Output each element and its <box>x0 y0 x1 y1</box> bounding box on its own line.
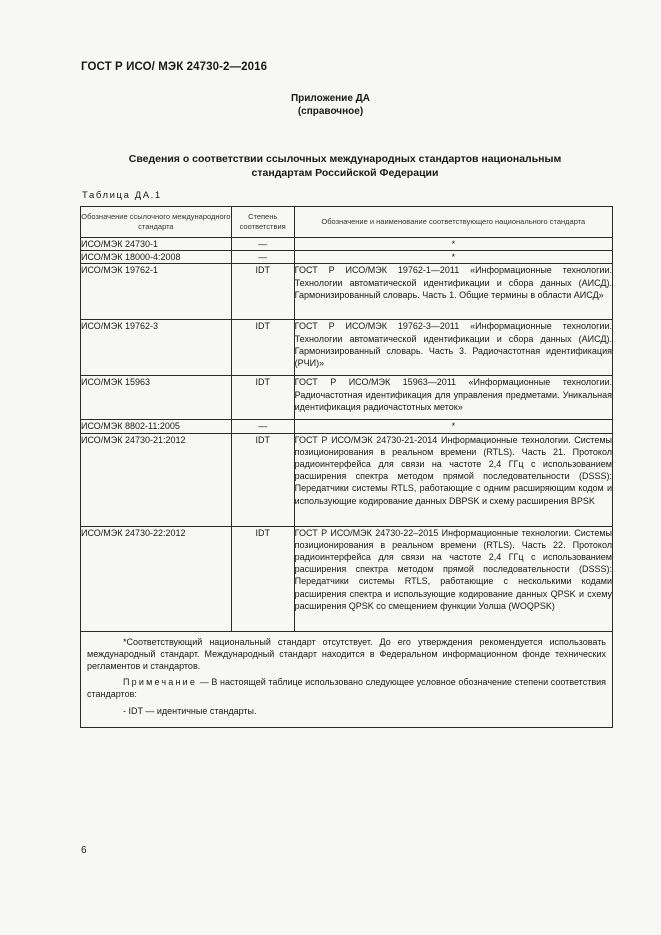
degree-cell: — <box>231 238 294 251</box>
table-caption: Таблица ДА.1 <box>82 190 162 201</box>
national-standard-cell: ГОСТ Р ИСО/МЭК 19762-1—2011 «Информационные технологии. Технологии автоматической идентификации и сбора данных (АИСД). Гармонизированный словарь. Часть 1. Общие термины в области АИСД» <box>294 264 612 320</box>
table-row <box>81 238 613 251</box>
reference-standard-cell: ИСО/МЭК 24730-1 <box>81 238 232 251</box>
degree-cell: IDT <box>231 376 294 420</box>
section-title <box>90 153 600 180</box>
annex-subtitle: (справочное) <box>297 106 364 117</box>
national-standard-cell: ГОСТ Р ИСО/МЭК 19762-3—2011 «Информационные технологии. Технологии автоматической идентификации и сбора данных (АИСД). Гармонизированный словарь. Часть 3. Радиочастотная идентификация (РЧИ)» <box>294 320 612 376</box>
section-title-line2: стандартам Российской Федерации <box>251 166 439 179</box>
national-standard-cell: ГОСТ Р ИСО/МЭК 24730-22–2015 Информационные технологии. Системы позиционирования в реальном времени (RTLS). Часть 22. Протокол радиоинтерфейса для связи на частоте 2,4 ГГц с использованием расширения спектра методом прямой последовательности (DSSS): Передатчики системы RTLS, работающие с несколькими кодами расширения спектра и использующие кодирование данных QPSK и схему расширения QPSK со смещением функции Уолша (WOQPSK) <box>294 526 612 631</box>
degree-cell: IDT <box>231 433 294 526</box>
reference-standard-cell: ИСО/МЭК 18000-4:2008 <box>81 251 232 264</box>
note-label: Примечание <box>123 677 198 688</box>
table-row <box>81 526 613 631</box>
reference-standard-cell: ИСО/МЭК 8802-11:2005 <box>81 420 232 433</box>
national-standard-cell: * <box>294 251 612 264</box>
section-title-line1: Сведения о соответствии ссылочных международных стандартов национальным <box>128 153 562 165</box>
annex-heading <box>0 92 661 118</box>
national-standard-cell: ГОСТ Р ИСО/МЭК 24730-21-2014 Информационные технологии. Системы позиционирования в реальном времени (RTLS). Часть 21. Протокол радиоинтерфейса для связи на частоте 2,4 ГГц с использованием расширения спектра методом прямой последовательности (DSSS): Передатчики системы RTLS, работающие с одним расширяющим кодом и использующие кодирование данных DBPSK и схему расширения BPSK <box>294 433 612 526</box>
national-standard-cell: ГОСТ Р ИСО/МЭК 15963—2011 «Информационные технологии. Радиочастотная идентификация для управления предметами. Уникальная идентификация радиочастотных меток» <box>294 376 612 420</box>
table-row <box>81 433 613 526</box>
footnote-cell <box>81 631 613 727</box>
annex-title: Приложение ДА <box>290 93 371 104</box>
reference-standard-cell: ИСО/МЭК 15963 <box>81 376 232 420</box>
table-footnote-row <box>81 631 613 727</box>
table-row <box>81 251 613 264</box>
degree-cell: IDT <box>231 526 294 631</box>
degree-cell: — <box>231 420 294 433</box>
reference-standard-cell: ИСО/МЭК 19762-1 <box>81 264 232 320</box>
header-reference-standard: Обозначение ссылочного международного стандарта <box>81 207 232 238</box>
reference-standard-cell: ИСО/МЭК 19762-3 <box>81 320 232 376</box>
header-national-standard: Обозначение и наименование соответствующего национального стандарта <box>294 207 612 238</box>
correspondence-table <box>80 206 613 728</box>
table-header-row <box>81 207 613 238</box>
national-standard-cell: * <box>294 238 612 251</box>
document-header: ГОСТ Р ИСО/ МЭК 24730-2—2016 <box>81 61 268 73</box>
table-row <box>81 420 613 433</box>
national-standard-cell: * <box>294 420 612 433</box>
reference-standard-cell: ИСО/МЭК 24730-21:2012 <box>81 433 232 526</box>
footnote-text: *Соответствующий национальный стандарт отсутствует. До его утверждения рекомендуется использовать международный стандарт. Международный стандарт находится в Федеральном информационном фонде технических регламентов и стандартов. <box>87 636 606 672</box>
note-text: — В настоящей таблице использовано следующее условное обозначение степени соответствия стандартов: <box>87 677 606 700</box>
header-degree: Степень соответствия <box>231 207 294 238</box>
degree-cell: IDT <box>231 264 294 320</box>
degree-cell: — <box>231 251 294 264</box>
table-row <box>81 264 613 320</box>
idt-definition: - IDT — идентичные стандарты. <box>123 705 257 716</box>
table-row <box>81 376 613 420</box>
reference-standard-cell: ИСО/МЭК 24730-22:2012 <box>81 526 232 631</box>
note-paragraph <box>87 676 606 700</box>
table-row <box>81 320 613 376</box>
page-number: 6 <box>81 845 87 856</box>
degree-cell: IDT <box>231 320 294 376</box>
